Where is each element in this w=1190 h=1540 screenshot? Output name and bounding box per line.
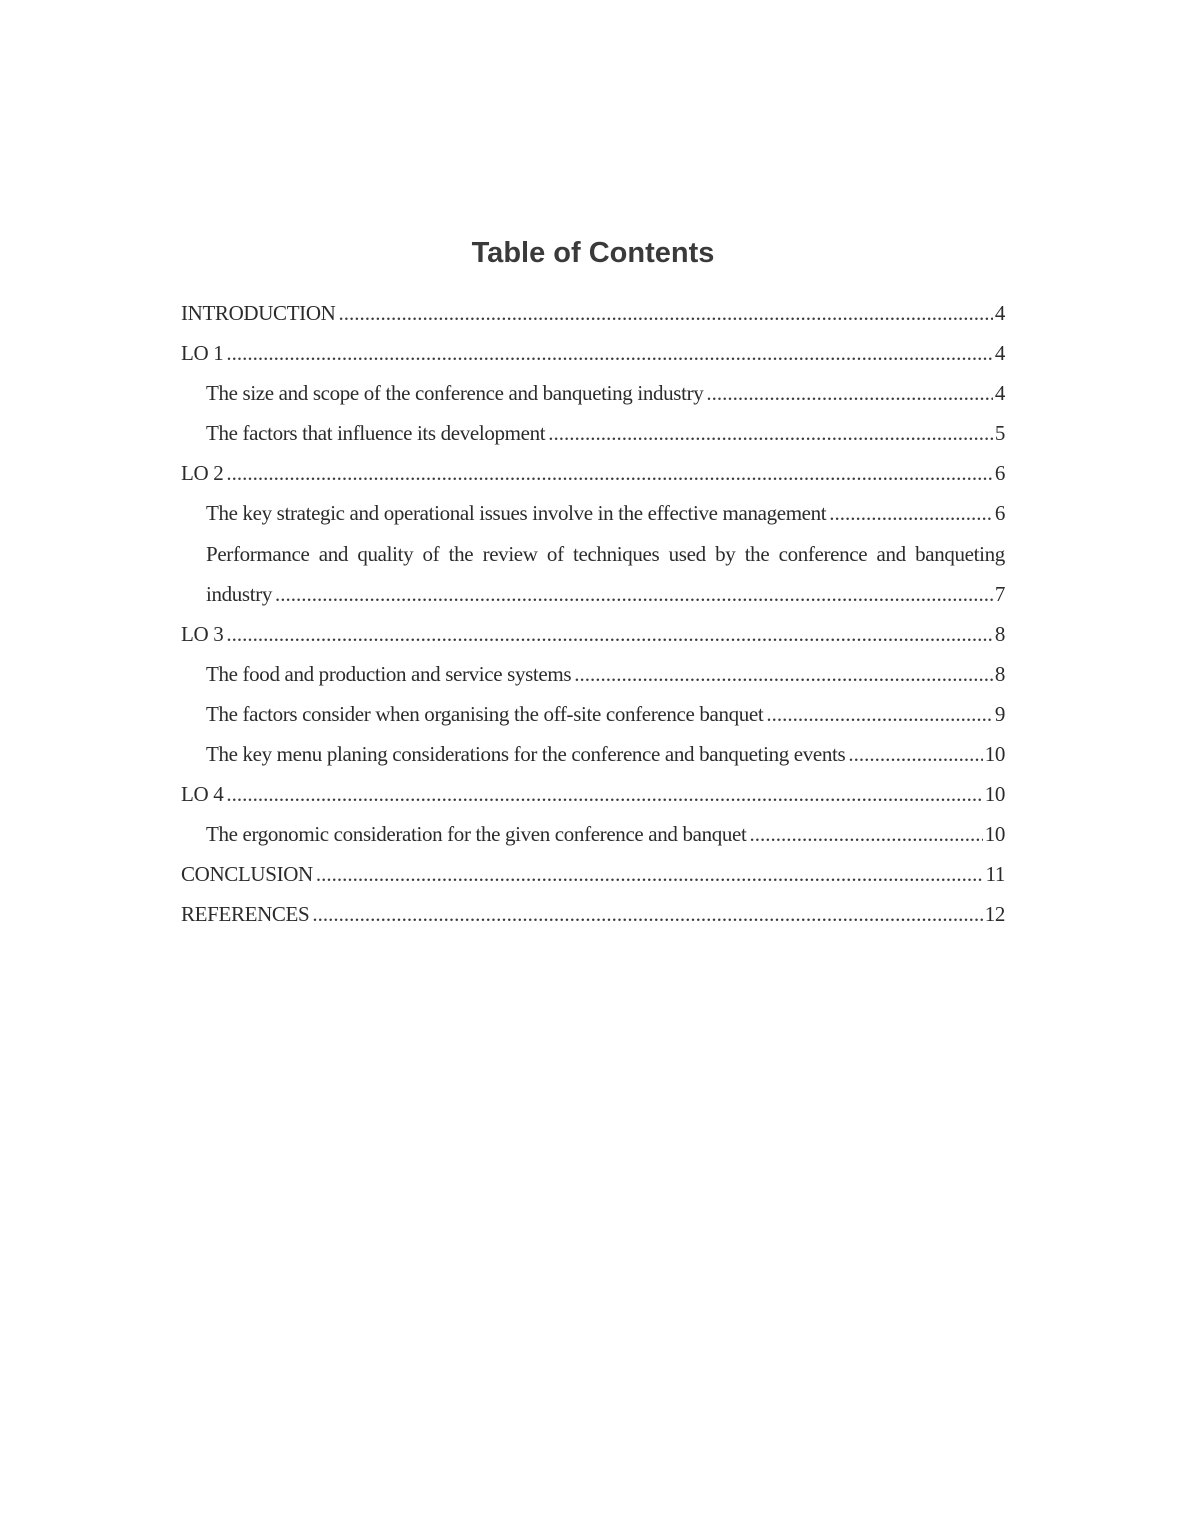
toc-entry-lo4[interactable] [181, 774, 1005, 814]
toc-entry-word: and [318, 541, 349, 566]
toc-entry-size-and-scope[interactable] [206, 373, 1005, 413]
toc-entry-food-production[interactable] [206, 654, 1005, 694]
toc-entry-strategic-issues[interactable] [206, 493, 1005, 533]
toc-entry-label: The ergonomic consideration for the given conference and banquet [206, 822, 747, 847]
toc-entry-word: conference [778, 541, 868, 566]
dot-leader [226, 333, 993, 373]
dot-leader [316, 854, 984, 894]
dot-leader [750, 814, 983, 854]
dot-leader [226, 774, 982, 814]
toc-page-number: 4 [994, 341, 1005, 366]
toc-entry-word: Performance [206, 541, 310, 566]
toc-entry-introduction[interactable] [181, 293, 1005, 333]
dot-leader [275, 574, 993, 614]
toc-entry-word: techniques [573, 541, 660, 566]
toc-page-number: 11 [985, 862, 1005, 887]
toc-entry-word: quality [357, 541, 414, 566]
toc-page-number: 4 [994, 301, 1005, 325]
toc-entry-word: used [668, 541, 706, 566]
toc-entry-word: the [744, 541, 770, 566]
toc-entry-word: of [422, 541, 440, 566]
toc-entry-performance-quality[interactable] [206, 534, 1005, 614]
dot-leader [706, 373, 992, 413]
toc-entry-label: The key menu planing considerations for the conference and banqueting events [206, 742, 846, 767]
toc-page-number: 4 [994, 381, 1005, 406]
dot-leader [312, 894, 982, 934]
toc-entry-ergonomic[interactable] [206, 814, 1005, 854]
dot-leader [226, 614, 993, 654]
toc-page-number: 10 [984, 742, 1005, 767]
toc-page-number: 6 [994, 461, 1005, 486]
toc-entry-word: and [876, 541, 906, 566]
toc-entry-word: review [482, 541, 538, 566]
toc-entry-label: LO 1 [181, 341, 224, 366]
toc-entry-lo2[interactable] [181, 453, 1005, 493]
toc-entry-conclusion[interactable] [181, 854, 1005, 894]
toc-entry-word: the [448, 541, 474, 566]
toc-entry-menu-planning[interactable] [206, 734, 1005, 774]
toc-entry-label: INTRODUCTION [181, 301, 336, 325]
toc-page-number: 6 [994, 501, 1005, 526]
toc-entry-lo1[interactable] [181, 333, 1005, 373]
toc-entry-references[interactable] [181, 894, 1005, 934]
toc-entry-label: LO 4 [181, 782, 224, 807]
toc-entry-label: The factors consider when organising the off-site conference banquet [206, 701, 764, 726]
dot-leader [548, 413, 993, 453]
dot-leader [848, 734, 982, 774]
toc-entry-word: of [546, 541, 564, 566]
toc-entry-influencing-factors[interactable] [206, 413, 1005, 453]
toc-title: Table of Contents [471, 237, 715, 269]
toc-page-number: 10 [984, 782, 1005, 807]
toc-entry-label: The food and production and service systems [206, 661, 572, 686]
toc-entry-label: CONCLUSION [181, 862, 313, 887]
toc-entry-label-line1 [206, 534, 1005, 574]
toc-page-number: 8 [994, 661, 1005, 686]
dot-leader [574, 654, 993, 694]
toc-entry-lo3[interactable] [181, 614, 1005, 654]
dot-leader [338, 293, 992, 333]
dot-leader [829, 493, 993, 533]
toc-list [181, 293, 1005, 935]
toc-page-number: 7 [994, 581, 1005, 606]
toc-page-number: 5 [994, 421, 1005, 446]
toc-entry-label: REFERENCES [181, 902, 310, 927]
toc-entry-off-site-banquet[interactable] [206, 694, 1005, 734]
toc-entry-label: LO 3 [181, 621, 224, 646]
toc-entry-word: by [715, 541, 736, 566]
toc-page-number: 12 [984, 902, 1005, 927]
toc-entry-label: The size and scope of the conference and banqueting industry [206, 381, 704, 406]
toc-page-number: 9 [994, 701, 1005, 726]
toc-entry-word: banqueting [915, 541, 1005, 566]
toc-entry-label: The factors that influence its development [206, 421, 546, 446]
toc-entry-label-continuation: industry [206, 581, 273, 606]
dot-leader [226, 453, 993, 493]
dot-leader [766, 694, 992, 734]
toc-page-number: 8 [994, 621, 1005, 646]
toc-page-number: 10 [984, 822, 1005, 847]
toc-entry-label: The key strategic and operational issues involve in the effective management [206, 501, 827, 526]
toc-entry-label: LO 2 [181, 461, 224, 486]
